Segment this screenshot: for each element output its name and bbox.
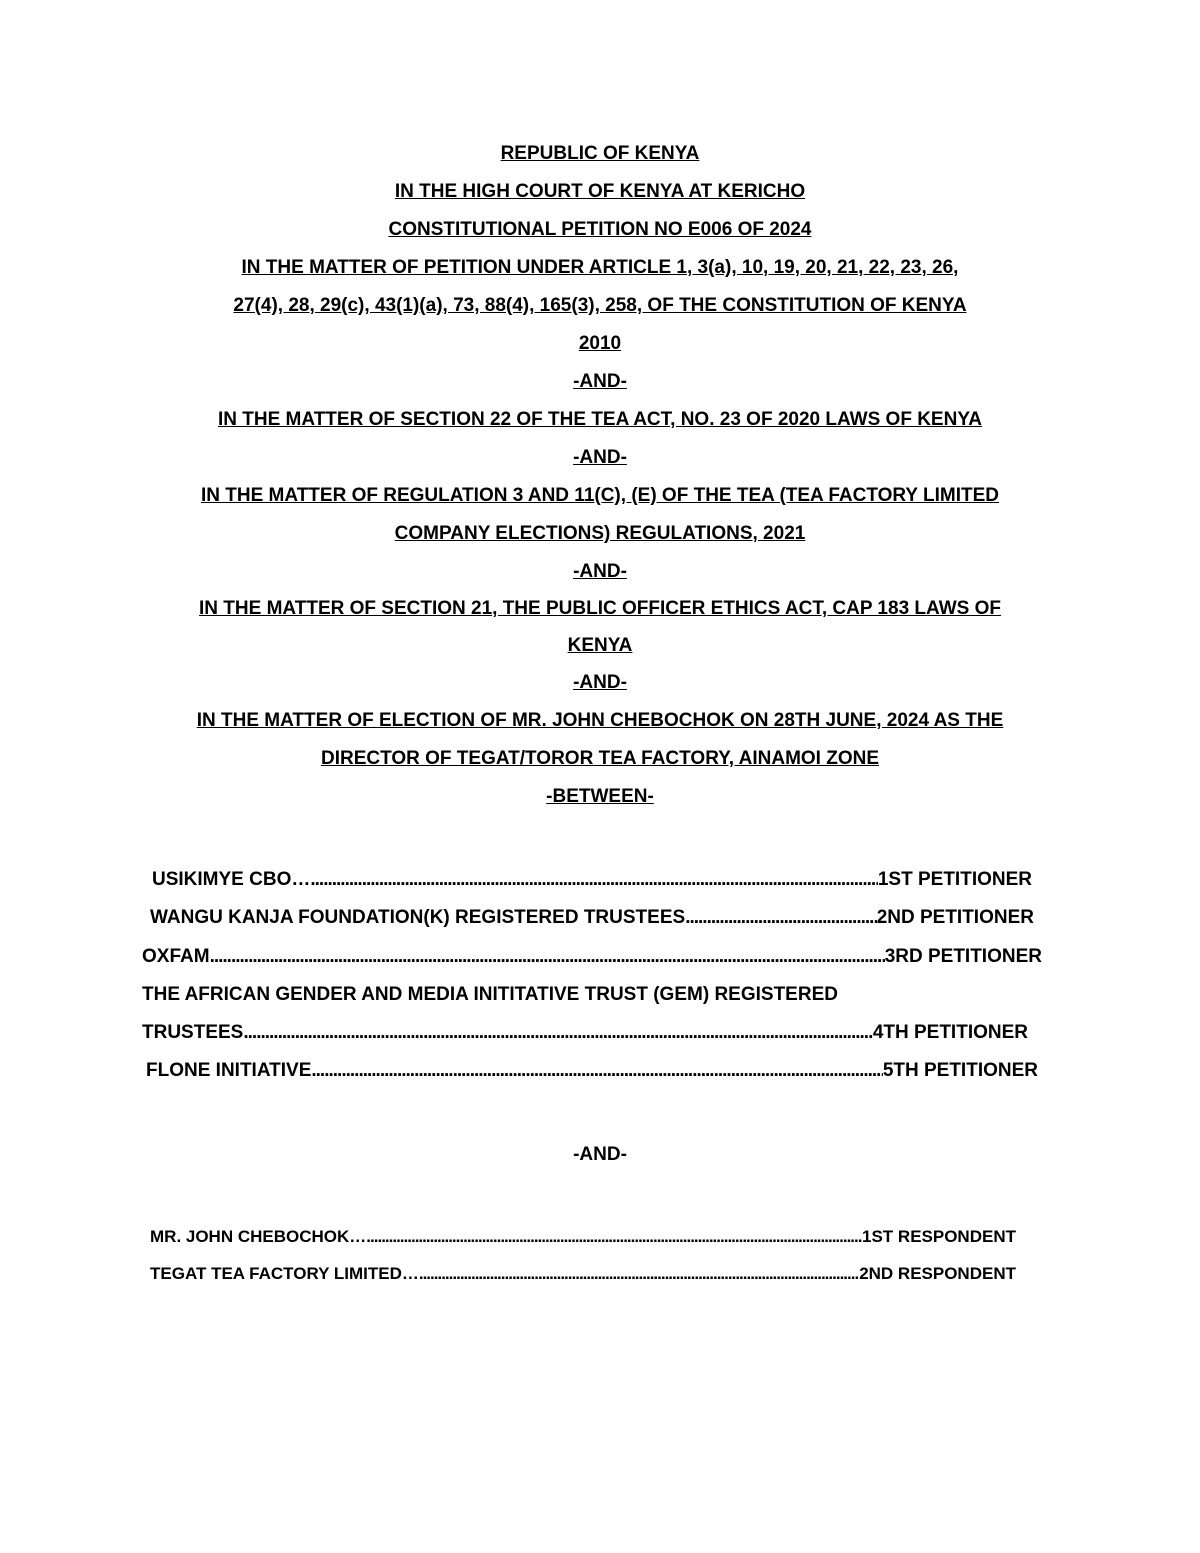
petitioner-5 (146, 1059, 1038, 1083)
petitioner-name: USIKIMYE CBO… (152, 869, 311, 890)
dot-leader (243, 1021, 872, 1045)
matter-ethics-act-line-2: KENYA (567, 635, 633, 656)
and-separator-1: -AND- (573, 371, 627, 392)
matter-constitution-line-3: 2010 (578, 333, 622, 354)
matter-election-line-1: IN THE MATTER OF ELECTION OF MR. JOHN CHEBOCHOK ON 28TH JUNE, 2024 AS THE (196, 710, 1004, 731)
dot-leader (419, 1262, 859, 1286)
petitioner-name: OXFAM (142, 946, 210, 967)
respondent-name: TEGAT TEA FACTORY LIMITED… (150, 1264, 419, 1283)
respondent-role: 2ND RESPONDENT (859, 1264, 1016, 1283)
dot-leader (685, 906, 877, 930)
heading-court: IN THE HIGH COURT OF KENYA AT KERICHO (394, 181, 806, 202)
petitioner-name: FLONE INITIATIVE (146, 1060, 312, 1081)
heading-petition-number: CONSTITUTIONAL PETITION NO E006 OF 2024 (388, 219, 812, 240)
petitioner-name: WANGU KANJA FOUNDATION(K) REGISTERED TRUSTEES (150, 907, 686, 928)
and-separator-3: -AND- (573, 561, 627, 582)
respondent-name: MR. JOHN CHEBOCHOK… (150, 1227, 367, 1246)
petitioner-2 (150, 906, 1034, 930)
respondent-1 (150, 1225, 1016, 1249)
and-separator-2: -AND- (573, 447, 627, 468)
matter-regulations-line-2: COMPANY ELECTIONS) REGULATIONS, 2021 (394, 523, 806, 544)
petitioner-name: TRUSTEES (142, 1022, 244, 1043)
matter-ethics-act-line-1: IN THE MATTER OF SECTION 21, THE PUBLIC OFFICER ETHICS ACT, CAP 183 LAWS OF (199, 598, 1001, 619)
and-separator-parties: -AND- (573, 1144, 627, 1165)
respondent-2 (150, 1262, 1016, 1286)
petitioner-role: 4TH PETITIONER (872, 1022, 1028, 1043)
matter-regulations-line-1: IN THE MATTER OF REGULATION 3 AND 11(C), (E) OF THE TEA (TEA FACTORY LIMITED (201, 485, 999, 506)
dot-leader (366, 1225, 862, 1249)
dot-leader (310, 868, 878, 892)
between-separator: -BETWEEN- (546, 786, 654, 807)
dot-leader (311, 1059, 882, 1083)
petitioner-4-line-1 (142, 983, 1042, 1007)
petitioner-1 (152, 868, 1032, 892)
petitioner-name-line-1: THE AFRICAN GENDER AND MEDIA INITITATIVE TRUST (GEM) REGISTERED (142, 984, 838, 1005)
matter-constitution-line-1: IN THE MATTER OF PETITION UNDER ARTICLE 1, 3(a), 10, 19, 20, 21, 22, 23, 26, (241, 257, 959, 278)
petitioner-role: 5TH PETITIONER (882, 1060, 1038, 1081)
matter-election-line-2: DIRECTOR OF TEGAT/TOROR TEA FACTORY, AINAMOI ZONE (320, 748, 880, 769)
petitioner-4 (142, 1021, 1028, 1045)
heading-republic: REPUBLIC OF KENYA (500, 143, 700, 164)
petitioner-role: 2ND PETITIONER (876, 907, 1034, 928)
dot-leader (210, 945, 885, 969)
respondent-role: 1ST RESPONDENT (862, 1227, 1016, 1246)
petitioner-role: 3RD PETITIONER (884, 946, 1042, 967)
matter-tea-act: IN THE MATTER OF SECTION 22 OF THE TEA ACT, NO. 23 OF 2020 LAWS OF KENYA (218, 409, 982, 430)
and-separator-4: -AND- (573, 672, 627, 693)
petitioner-role: 1ST PETITIONER (877, 869, 1032, 890)
petitioner-3 (142, 945, 1042, 969)
matter-constitution-line-2: 27(4), 28, 29(c), 43(1)(a), 73, 88(4), 165(3), 258, OF THE CONSTITUTION OF KENYA (233, 295, 967, 316)
